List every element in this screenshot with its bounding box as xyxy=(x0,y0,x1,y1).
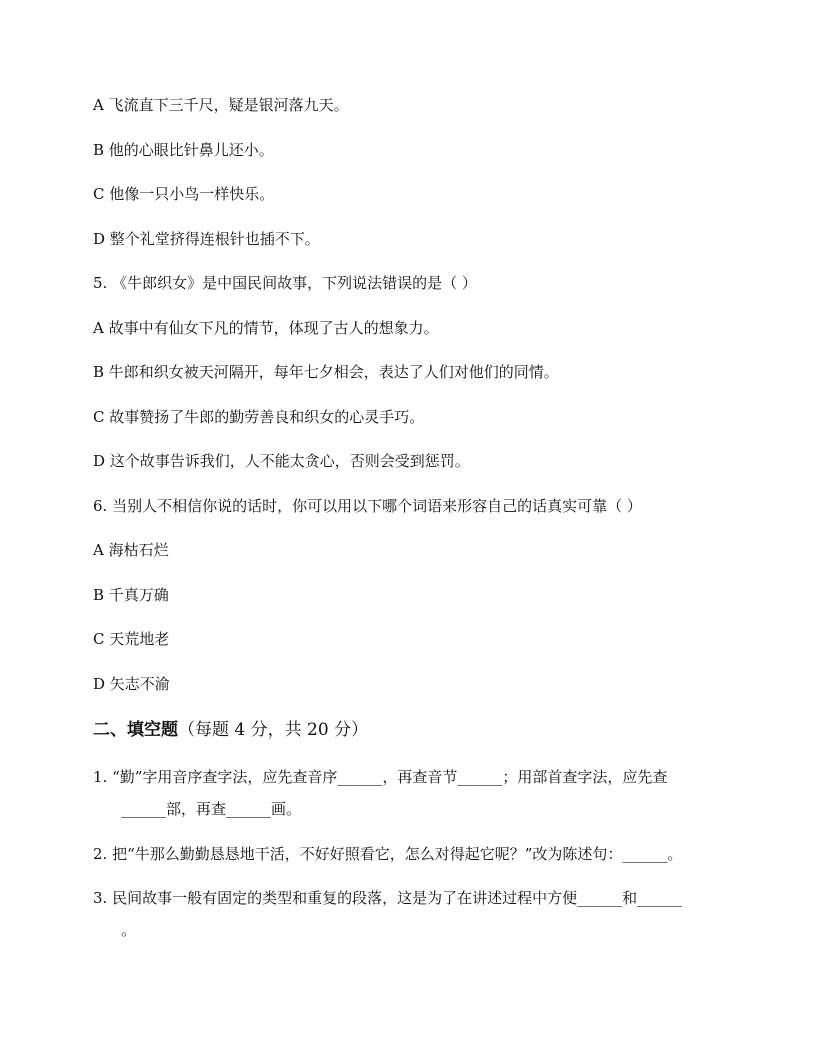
fill-q2: 2. 把“牛那么勤勤恳恳地干活，不好好照看它，怎么对得起它呢？”改为陈述句：______。 xyxy=(93,845,683,863)
q5-option-d: D 这个故事告诉我们，人不能太贪心，否则会受到惩罚。 xyxy=(93,452,470,470)
q6-stem: 6. 当别人不相信你说的话时，你可以用以下哪个词语来形容自己的话真实可靠（ ） xyxy=(93,497,642,515)
section-title: 二、填空题 xyxy=(93,720,178,740)
fill-q1-line2: ______部，再查______画。 xyxy=(121,800,302,818)
section-note: （每题 4 分，共 20 分） xyxy=(178,720,369,740)
q5-option-b: B 牛郎和织女被天河隔开，每年七夕相会，表达了人们对他们的同情。 xyxy=(93,363,559,381)
q5-stem: 5. 《牛郎织女》是中国民间故事，下列说法错误的是（ ） xyxy=(93,274,477,292)
q4-option-a: A 飞流直下三千尺，疑是银河落九天。 xyxy=(93,96,349,114)
q6-option-a: A 海枯石烂 xyxy=(93,541,169,559)
section-heading xyxy=(93,719,368,741)
q6-option-d: D 矢志不渝 xyxy=(93,675,170,693)
q5-option-c: C 故事赞扬了牛郎的勤劳善良和织女的心灵手巧。 xyxy=(93,408,425,426)
fill-q1-line1: 1. “勤”字用音序查字法，应先查音序______，再查音节______；用部首查字法，应先查 xyxy=(93,768,668,786)
q6-option-b: B 千真万确 xyxy=(93,586,169,604)
q4-option-c: C 他像一只小鸟一样快乐。 xyxy=(93,185,275,203)
q4-option-d: D 整个礼堂挤得连根针也插不下。 xyxy=(93,230,320,248)
q6-option-c: C 天荒地老 xyxy=(93,630,170,648)
fill-q3-line1: 3. 民间故事一般有固定的类型和重复的段落，这是为了在讲述过程中方便______和______ xyxy=(93,889,683,907)
fill-q3-line2: 。 xyxy=(121,921,137,939)
q4-option-b: B 他的心眼比针鼻儿还小。 xyxy=(93,141,274,159)
q5-option-a: A 故事中有仙女下凡的情节，体现了古人的想象力。 xyxy=(93,319,439,337)
